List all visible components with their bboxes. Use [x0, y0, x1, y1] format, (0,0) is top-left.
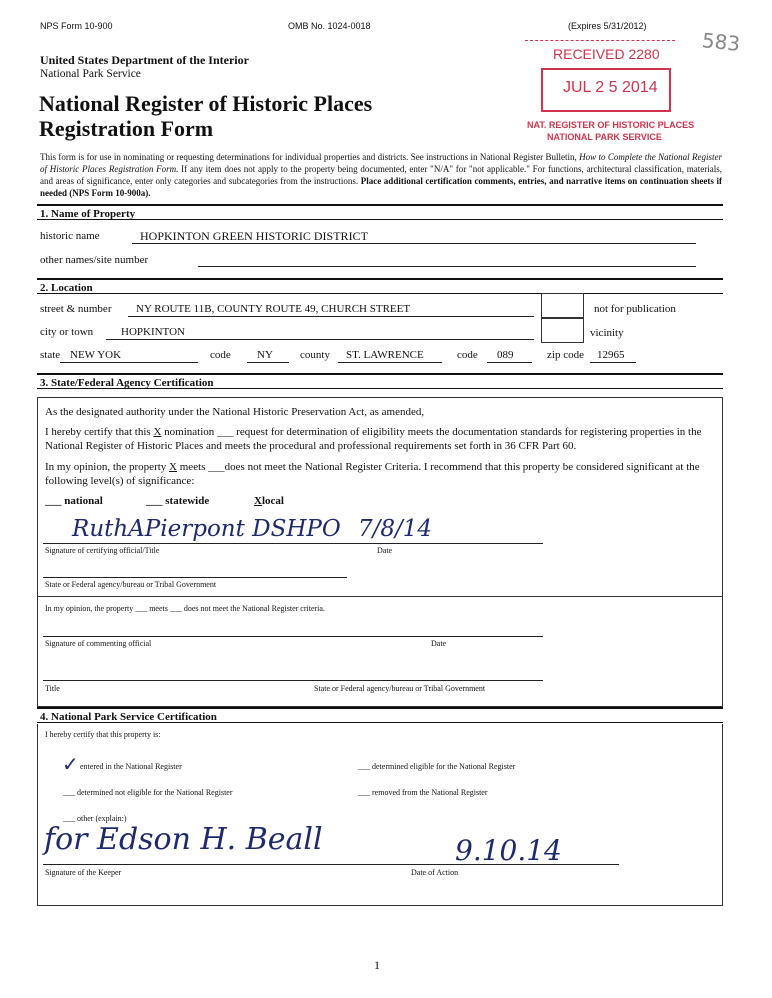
state-field[interactable]: NEW YOK	[70, 349, 122, 361]
omb-number: OMB No. 1024-0018	[288, 21, 371, 31]
agency-label: State or Federal agency/bureau or Tribal Government	[45, 580, 217, 589]
section-4-heading: 4. National Park Service Certification	[37, 707, 723, 723]
not-for-publication-checkbox[interactable]	[541, 293, 584, 318]
entered-option[interactable]: entered in the National Register	[80, 762, 182, 771]
comment-opinion-text: In my opinion, the property ___ meets ___ does not meet the National Register criteria.	[45, 604, 325, 613]
section-2-heading: 2. Location	[37, 278, 723, 294]
commenting-official-label: Signature of commenting official	[45, 639, 152, 648]
other-option[interactable]: ___ other (explain:)	[63, 814, 127, 823]
certify-text: I hereby certify that this X nomination ___ request for determination of eligibility meets the documentation standards for registering properties in the National Register of Historic Places and meets the procedural and professional requirements set forth in 36 CFR Part 60.	[45, 426, 702, 452]
comment-date-label: Date	[431, 639, 447, 648]
county-field[interactable]: ST. LAWRENCE	[346, 349, 424, 361]
level-local[interactable]: Xlocal	[254, 495, 284, 507]
instructions-paragraph: This form is for use in nominating or requesting determinations for individual properties and districts. See instructions in National Register Bulletin, How to Complete the National Register of Historic Places Registration Form. If any item does not apply to the property being documented, enter "N/A" for "not applicable." For functions, architectural classification, materials, and areas of significance, enter only categories and subcategories from the instructions. Place additional certification comments, entries, and narrative items on continuation sheets if needed (NPS Form 10-900a).	[40, 152, 722, 198]
county-label: county	[300, 349, 330, 361]
department: United States Department of the Interior	[40, 53, 249, 67]
street-field[interactable]: NY ROUTE 11B, COUNTY ROUTE 49, CHURCH STREET	[136, 303, 411, 315]
state-code-label: code	[210, 349, 231, 361]
zip-label: zip code	[547, 349, 584, 361]
city-label: city or town	[40, 326, 94, 338]
historic-name-field[interactable]: HOPKINTON GREEN HISTORIC DISTRICT	[140, 229, 368, 243]
stamp-date: JUL 2 5 2014	[563, 79, 658, 96]
action-date-label: Date of Action	[411, 868, 459, 877]
other-names-field[interactable]	[198, 266, 696, 267]
section-3-heading: 3. State/Federal Agency Certification	[37, 373, 723, 389]
opinion-text: In my opinion, the property X meets ___does not meet the National Register Criteria. I recommend that this property be considered significant at the following level(s) of significance:	[45, 461, 700, 487]
authority-text: As the designated authority under the National Historic Preservation Act, as amended,	[45, 406, 425, 418]
received-stamp	[525, 40, 695, 144]
nps-certification-box	[37, 724, 723, 906]
state-code-field[interactable]: NY	[257, 349, 273, 361]
certifying-signature: RuthAPierpont DSHPO	[72, 516, 341, 542]
determined-eligible-option[interactable]: ___ determined eligible for the National Register	[358, 762, 516, 771]
nps-certify-text: I hereby certify that this property is:	[45, 730, 161, 739]
level-national[interactable]: ___ national	[45, 495, 103, 507]
other-names-label: other names/site number	[40, 254, 149, 266]
agency2-label: State or Federal agency/bureau or Tribal Government	[314, 684, 486, 693]
service: National Park Service	[40, 68, 141, 80]
certifying-date: 7/8/14	[358, 516, 433, 542]
city-field[interactable]: HOPKINTON	[121, 326, 185, 338]
not-for-publication-label: not for publication	[594, 303, 676, 315]
section-1-heading: 1. Name of Property	[37, 204, 723, 220]
street-label: street & number	[40, 303, 112, 315]
zip-field[interactable]: 12965	[597, 349, 625, 361]
handwritten-id: 583	[700, 28, 742, 56]
not-eligible-option[interactable]: ___ determined not eligible for the National Register	[63, 788, 233, 797]
page-subtitle: Registration Form	[39, 116, 214, 141]
stamp-line1: NAT. REGISTER OF HISTORIC PLACES	[527, 120, 695, 130]
date-label: Date	[377, 546, 393, 555]
county-code-label: code	[457, 349, 478, 361]
vicinity-label: vicinity	[590, 327, 624, 339]
county-code-field[interactable]: 089	[497, 349, 514, 361]
signature-label: Signature of certifying official/Title	[45, 546, 160, 555]
page-number: 1	[374, 958, 380, 972]
action-date: 9.10.14	[455, 834, 562, 867]
keeper-signature: for Edson H. Beall	[44, 822, 323, 857]
entered-checkmark-icon: ✓	[62, 754, 79, 776]
level-statewide[interactable]: ___ statewide	[146, 495, 210, 507]
page-title: National Register of Historic Places	[39, 91, 373, 116]
stamp-received: RECEIVED 2280	[553, 46, 660, 62]
historic-name-label: historic name	[40, 230, 100, 242]
removed-option[interactable]: ___ removed from the National Register	[358, 788, 488, 797]
vicinity-checkbox[interactable]	[541, 318, 584, 343]
stamp-line2: NATIONAL PARK SERVICE	[547, 132, 662, 142]
form-number: NPS Form 10-900	[40, 21, 113, 31]
title-label: Title	[45, 684, 60, 693]
keeper-label: Signature of the Keeper	[45, 868, 122, 877]
expires-date: (Expires 5/31/2012)	[568, 21, 647, 31]
state-label: state	[40, 349, 61, 361]
